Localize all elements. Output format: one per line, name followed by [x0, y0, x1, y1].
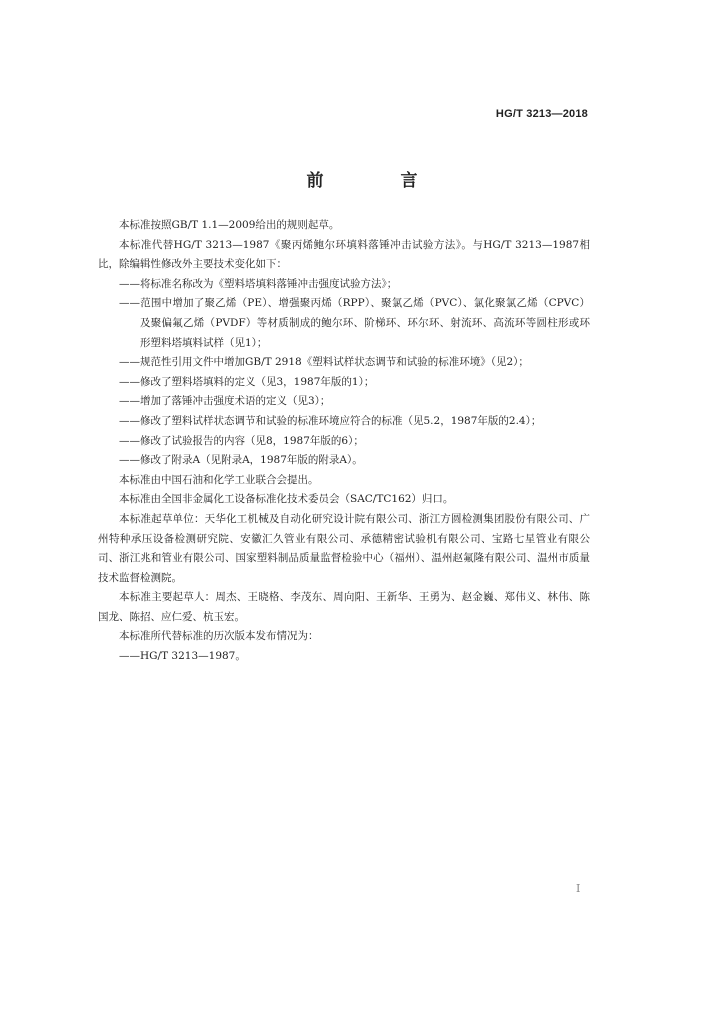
- paragraph-replacement: 本标准代替HG/T 3213—1987《聚丙烯鲍尔环填料落锤冲击试验方法》。与HG/T 3213—1987相比，除编辑性修改外主要技术变化如下：: [98, 238, 590, 271]
- change-item: ——规范性引用文件中增加GB/T 2918《塑料试样状态调节和试验的标准环境》（见2）；: [119, 356, 529, 369]
- change-item: ——修改了塑料塔填料的定义（见3，1987年版的1）；: [119, 375, 375, 388]
- paragraph-drafting-rules: 本标准按照GB/T 1.1—2009给出的规则起草。: [119, 219, 340, 231]
- change-item: ——将标准名称改为《塑料塔填料落锤冲击强度试验方法》；: [119, 277, 398, 290]
- change-item: ——修改了试验报告的内容（见8，1987年版的6）；: [119, 434, 364, 447]
- paragraph-drafting-units: 本标准起草单位：天华化工机械及自动化研究设计院有限公司、浙江方圆检测集团股份有限公司、广州特种承压设备检测研究院、安徽汇久管业有限公司、承德精密试验机有限公司、宝路七星管业有限公司、浙江兆和管业有限公司、国家塑料制品质量监督检验中心（福州）、温州赵氟隆有限公司、温州市质量技术监督检测院。: [98, 512, 590, 584]
- standard-code: HG/T 3213—2018: [495, 108, 588, 120]
- paragraph-history-intro: 本标准所代替标准的历次版本发布情况为：: [119, 630, 319, 643]
- page-number: I: [576, 882, 581, 895]
- change-item: ——范围中增加了聚乙烯（PE）、增强聚丙烯（RPP）、聚氯乙烯（PVC）、氯化聚氯乙烯（CPVC）及聚偏氟乙烯（PVDF）等材质制成的鲍尔环、阶梯环、环尔环、射流环、高流环等圆柱形或环形塑料塔填料试样（见1）；: [119, 297, 590, 349]
- change-list: [98, 275, 590, 471]
- paragraph-administered-by: 本标准由全国非金属化工设备标准化技术委员会（SAC/TC162）归口。: [119, 493, 454, 506]
- history-item: ——HG/T 3213—1987。: [119, 650, 246, 663]
- foreword-body: [98, 216, 590, 667]
- change-item: ——修改了附录A（见附录A，1987年版的附录A）。: [119, 454, 363, 467]
- paragraph-drafters: 本标准主要起草人：周杰、王晓格、李茂东、周向阳、王新华、王勇为、赵金巍、郑伟义、林伟、陈国龙、陈招、应仁爱、杭玉宏。: [98, 591, 590, 623]
- page-title: 前 言: [306, 171, 448, 191]
- paragraph-proposed-by: 本标准由中国石油和化学工业联合会提出。: [119, 473, 319, 486]
- change-item: ——修改了塑料试样状态调节和试验的标准环境应符合的标准（见5.2，1987年版的2.4）；: [119, 414, 542, 427]
- change-item: ——增加了落锤冲击强度术语的定义（见3）；: [119, 395, 331, 408]
